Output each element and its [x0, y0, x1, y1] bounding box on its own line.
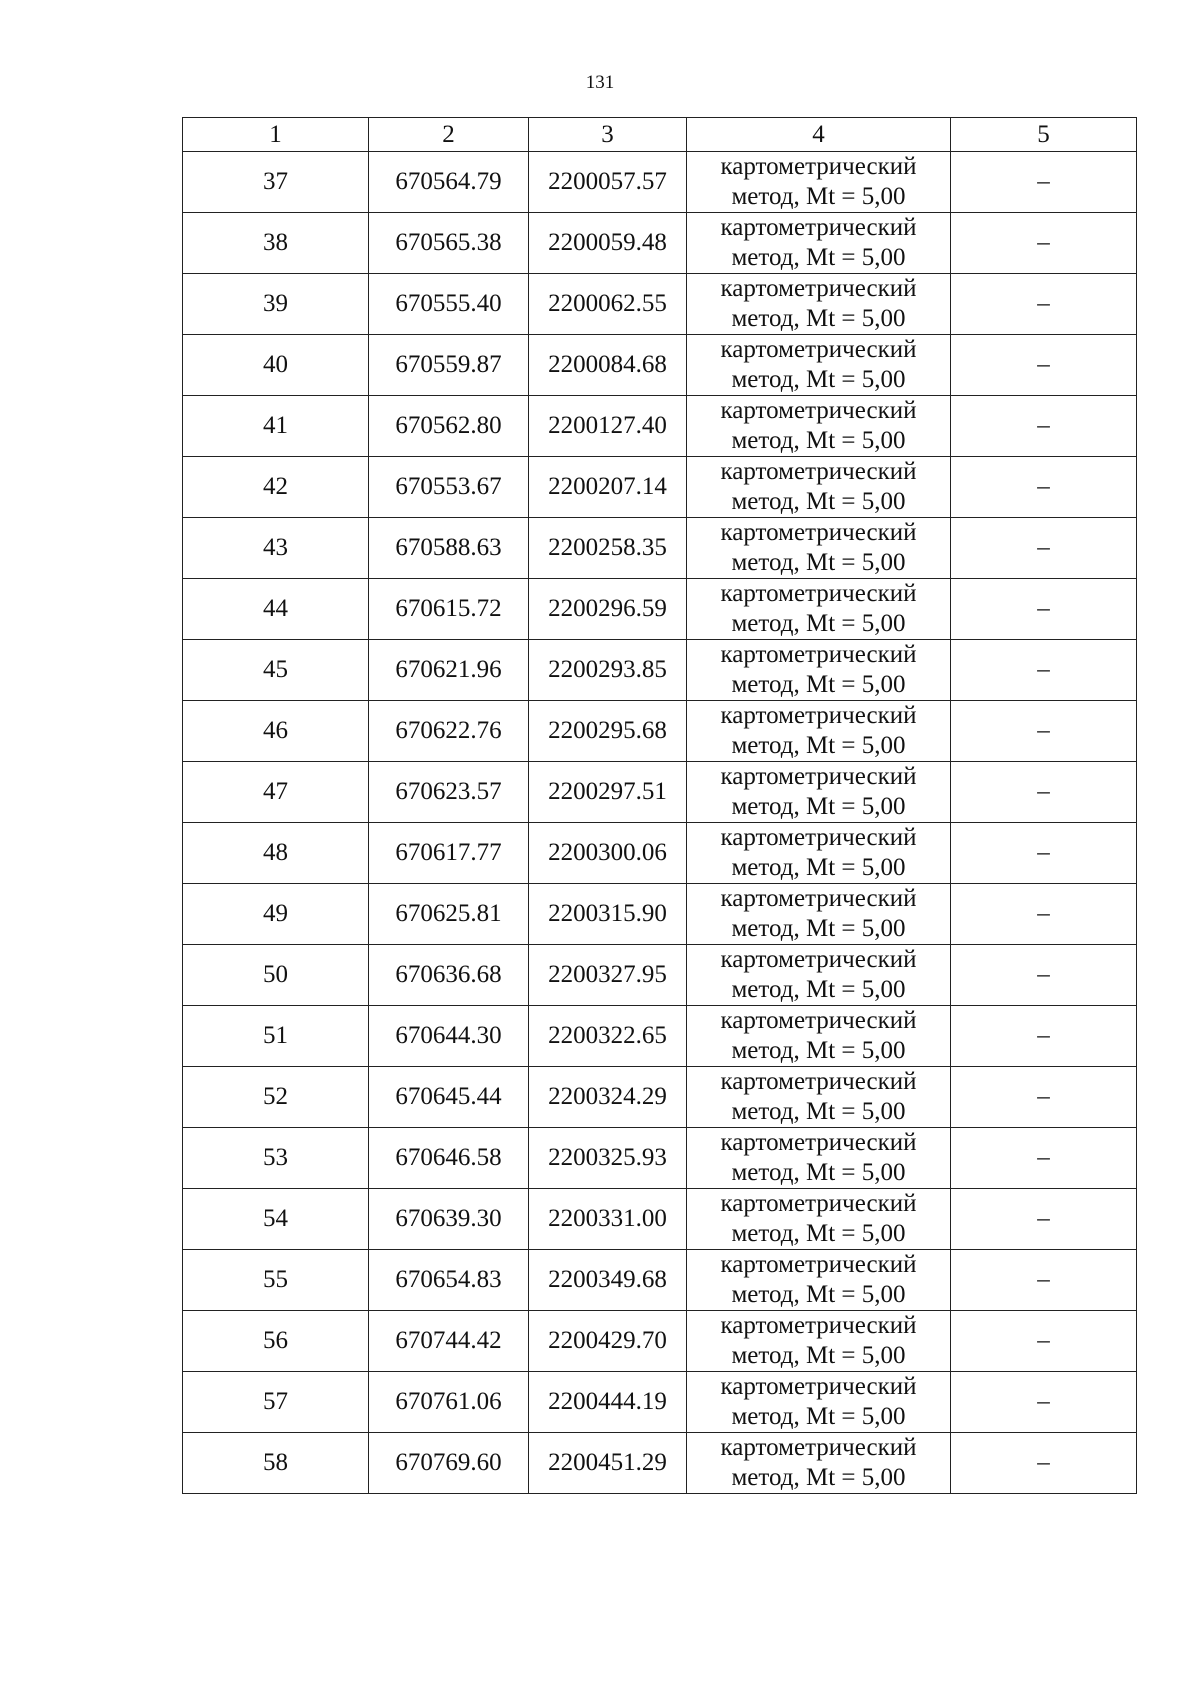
table-row: [183, 274, 1137, 335]
y-coordinate-cell: 2200315.90: [529, 884, 687, 945]
y-coordinate-cell: 2200444.19: [529, 1372, 687, 1433]
note-cell: –: [951, 945, 1137, 1006]
method-cell: [687, 701, 951, 762]
point-number-cell: 55: [183, 1250, 369, 1311]
table-row: [183, 579, 1137, 640]
x-coordinate-cell: 670553.67: [369, 457, 529, 518]
note-cell: –: [951, 1067, 1137, 1128]
note-cell: –: [951, 640, 1137, 701]
note-cell: –: [951, 884, 1137, 945]
note-cell: –: [951, 396, 1137, 457]
x-coordinate-cell: 670761.06: [369, 1372, 529, 1433]
x-coordinate-cell: 670644.30: [369, 1006, 529, 1067]
method-cell: [687, 335, 951, 396]
table-row: [183, 457, 1137, 518]
note-cell: –: [951, 1250, 1137, 1311]
method-cell: [687, 884, 951, 945]
x-coordinate-cell: 670623.57: [369, 762, 529, 823]
page-number: 131: [585, 72, 615, 93]
table-row: [183, 1189, 1137, 1250]
note-cell: –: [951, 762, 1137, 823]
table-row: [183, 823, 1137, 884]
method-line-2: метод, Mt = 5,00: [731, 732, 906, 759]
method-line-2: метод, Mt = 5,00: [731, 915, 906, 942]
method-cell: [687, 640, 951, 701]
method-line-2: метод, Mt = 5,00: [731, 793, 906, 820]
method-cell: [687, 1006, 951, 1067]
method-cell: [687, 274, 951, 335]
y-coordinate-cell: 2200258.35: [529, 518, 687, 579]
table-header: [183, 118, 1137, 152]
method-cell: [687, 1372, 951, 1433]
method-line-1: картометрический: [720, 153, 917, 180]
method-cell: [687, 1128, 951, 1189]
x-coordinate-cell: 670639.30: [369, 1189, 529, 1250]
method-line-2: метод, Mt = 5,00: [731, 549, 906, 576]
y-coordinate-cell: 2200331.00: [529, 1189, 687, 1250]
note-cell: –: [951, 335, 1137, 396]
note-cell: –: [951, 1433, 1137, 1494]
point-number-cell: 54: [183, 1189, 369, 1250]
method-line-1: картометрический: [720, 1251, 917, 1278]
table-row: [183, 640, 1137, 701]
method-line-1: картометрический: [720, 946, 917, 973]
method-line-2: метод, Mt = 5,00: [731, 1037, 906, 1064]
point-number-cell: 41: [183, 396, 369, 457]
table-row: [183, 762, 1137, 823]
header-col-4: 4: [687, 118, 951, 152]
note-cell: –: [951, 1128, 1137, 1189]
method-line-1: картометрический: [720, 763, 917, 790]
table-row: [183, 213, 1137, 274]
header-col-2: 2: [369, 118, 529, 152]
y-coordinate-cell: 2200325.93: [529, 1128, 687, 1189]
coordinates-table: [182, 117, 1137, 1494]
point-number-cell: 49: [183, 884, 369, 945]
header-col-5: 5: [951, 118, 1137, 152]
note-cell: –: [951, 1372, 1137, 1433]
point-number-cell: 58: [183, 1433, 369, 1494]
method-line-2: метод, Mt = 5,00: [731, 610, 906, 637]
note-cell: –: [951, 1006, 1137, 1067]
table-row: [183, 1250, 1137, 1311]
method-line-1: картометрический: [720, 336, 917, 363]
y-coordinate-cell: 2200295.68: [529, 701, 687, 762]
header-col-1: 1: [183, 118, 369, 152]
method-cell: [687, 1067, 951, 1128]
x-coordinate-cell: 670617.77: [369, 823, 529, 884]
method-line-2: метод, Mt = 5,00: [731, 1159, 906, 1186]
x-coordinate-cell: 670555.40: [369, 274, 529, 335]
method-cell: [687, 1311, 951, 1372]
y-coordinate-cell: 2200296.59: [529, 579, 687, 640]
x-coordinate-cell: 670646.58: [369, 1128, 529, 1189]
method-line-2: метод, Mt = 5,00: [731, 1342, 906, 1369]
method-cell: [687, 457, 951, 518]
point-number-cell: 47: [183, 762, 369, 823]
method-line-1: картометрический: [720, 275, 917, 302]
x-coordinate-cell: 670625.81: [369, 884, 529, 945]
note-cell: –: [951, 579, 1137, 640]
y-coordinate-cell: 2200062.55: [529, 274, 687, 335]
x-coordinate-cell: 670769.60: [369, 1433, 529, 1494]
method-cell: [687, 945, 951, 1006]
method-line-1: картометрический: [720, 1129, 917, 1156]
note-cell: –: [951, 213, 1137, 274]
point-number-cell: 51: [183, 1006, 369, 1067]
method-line-1: картометрический: [720, 397, 917, 424]
note-cell: –: [951, 274, 1137, 335]
method-line-2: метод, Mt = 5,00: [731, 671, 906, 698]
table-row: [183, 884, 1137, 945]
method-line-2: метод, Mt = 5,00: [731, 1464, 906, 1491]
y-coordinate-cell: 2200300.06: [529, 823, 687, 884]
method-line-1: картометрический: [720, 1373, 917, 1400]
method-line-1: картометрический: [720, 641, 917, 668]
method-line-1: картометрический: [720, 1007, 917, 1034]
note-cell: –: [951, 457, 1137, 518]
method-line-1: картометрический: [720, 580, 917, 607]
x-coordinate-cell: 670622.76: [369, 701, 529, 762]
point-number-cell: 39: [183, 274, 369, 335]
method-line-1: картометрический: [720, 702, 917, 729]
method-line-1: картометрический: [720, 519, 917, 546]
point-number-cell: 48: [183, 823, 369, 884]
x-coordinate-cell: 670564.79: [369, 152, 529, 213]
point-number-cell: 52: [183, 1067, 369, 1128]
method-line-1: картометрический: [720, 214, 917, 241]
method-line-1: картометрический: [720, 1312, 917, 1339]
method-cell: [687, 1433, 951, 1494]
y-coordinate-cell: 2200057.57: [529, 152, 687, 213]
method-line-2: метод, Mt = 5,00: [731, 976, 906, 1003]
method-cell: [687, 152, 951, 213]
table-body: [183, 152, 1137, 1494]
method-line-1: картометрический: [720, 824, 917, 851]
point-number-cell: 42: [183, 457, 369, 518]
table-row: [183, 335, 1137, 396]
method-line-2: метод, Mt = 5,00: [731, 366, 906, 393]
point-number-cell: 44: [183, 579, 369, 640]
method-line-1: картометрический: [720, 885, 917, 912]
y-coordinate-cell: 2200293.85: [529, 640, 687, 701]
method-line-2: метод, Mt = 5,00: [731, 1403, 906, 1430]
method-line-2: метод, Mt = 5,00: [731, 1220, 906, 1247]
y-coordinate-cell: 2200297.51: [529, 762, 687, 823]
table-row: [183, 1311, 1137, 1372]
y-coordinate-cell: 2200349.68: [529, 1250, 687, 1311]
x-coordinate-cell: 670654.83: [369, 1250, 529, 1311]
method-line-2: метод, Mt = 5,00: [731, 183, 906, 210]
x-coordinate-cell: 670636.68: [369, 945, 529, 1006]
point-number-cell: 56: [183, 1311, 369, 1372]
method-line-1: картометрический: [720, 1434, 917, 1461]
table-row: [183, 518, 1137, 579]
point-number-cell: 53: [183, 1128, 369, 1189]
method-line-2: метод, Mt = 5,00: [731, 854, 906, 881]
note-cell: –: [951, 1189, 1137, 1250]
table-row: [183, 1433, 1137, 1494]
table-row: [183, 1067, 1137, 1128]
x-coordinate-cell: 670562.80: [369, 396, 529, 457]
point-number-cell: 45: [183, 640, 369, 701]
method-line-2: метод, Mt = 5,00: [731, 1281, 906, 1308]
x-coordinate-cell: 670588.63: [369, 518, 529, 579]
y-coordinate-cell: 2200324.29: [529, 1067, 687, 1128]
method-cell: [687, 762, 951, 823]
method-line-2: метод, Mt = 5,00: [731, 488, 906, 515]
point-number-cell: 37: [183, 152, 369, 213]
y-coordinate-cell: 2200059.48: [529, 213, 687, 274]
method-cell: [687, 579, 951, 640]
table-row: [183, 701, 1137, 762]
point-number-cell: 57: [183, 1372, 369, 1433]
y-coordinate-cell: 2200084.68: [529, 335, 687, 396]
method-line-1: картометрический: [720, 458, 917, 485]
method-cell: [687, 1189, 951, 1250]
point-number-cell: 43: [183, 518, 369, 579]
method-line-2: метод, Mt = 5,00: [731, 427, 906, 454]
method-line-2: метод, Mt = 5,00: [731, 244, 906, 271]
table-row: [183, 1128, 1137, 1189]
table-row: [183, 945, 1137, 1006]
x-coordinate-cell: 670621.96: [369, 640, 529, 701]
y-coordinate-cell: 2200429.70: [529, 1311, 687, 1372]
method-cell: [687, 396, 951, 457]
note-cell: –: [951, 1311, 1137, 1372]
point-number-cell: 38: [183, 213, 369, 274]
point-number-cell: 46: [183, 701, 369, 762]
table-row: [183, 1006, 1137, 1067]
method-line-2: метод, Mt = 5,00: [731, 1098, 906, 1125]
method-line-1: картометрический: [720, 1190, 917, 1217]
method-line-2: метод, Mt = 5,00: [731, 305, 906, 332]
y-coordinate-cell: 2200327.95: [529, 945, 687, 1006]
method-cell: [687, 823, 951, 884]
y-coordinate-cell: 2200127.40: [529, 396, 687, 457]
x-coordinate-cell: 670645.44: [369, 1067, 529, 1128]
table-row: [183, 152, 1137, 213]
table-row: [183, 396, 1137, 457]
x-coordinate-cell: 670559.87: [369, 335, 529, 396]
x-coordinate-cell: 670744.42: [369, 1311, 529, 1372]
y-coordinate-cell: 2200451.29: [529, 1433, 687, 1494]
point-number-cell: 50: [183, 945, 369, 1006]
method-line-1: картометрический: [720, 1068, 917, 1095]
x-coordinate-cell: 670565.38: [369, 213, 529, 274]
y-coordinate-cell: 2200322.65: [529, 1006, 687, 1067]
method-cell: [687, 1250, 951, 1311]
x-coordinate-cell: 670615.72: [369, 579, 529, 640]
note-cell: –: [951, 823, 1137, 884]
note-cell: –: [951, 518, 1137, 579]
note-cell: –: [951, 152, 1137, 213]
header-row: [183, 118, 1137, 152]
point-number-cell: 40: [183, 335, 369, 396]
header-col-3: 3: [529, 118, 687, 152]
y-coordinate-cell: 2200207.14: [529, 457, 687, 518]
method-cell: [687, 213, 951, 274]
note-cell: –: [951, 701, 1137, 762]
method-cell: [687, 518, 951, 579]
table-row: [183, 1372, 1137, 1433]
